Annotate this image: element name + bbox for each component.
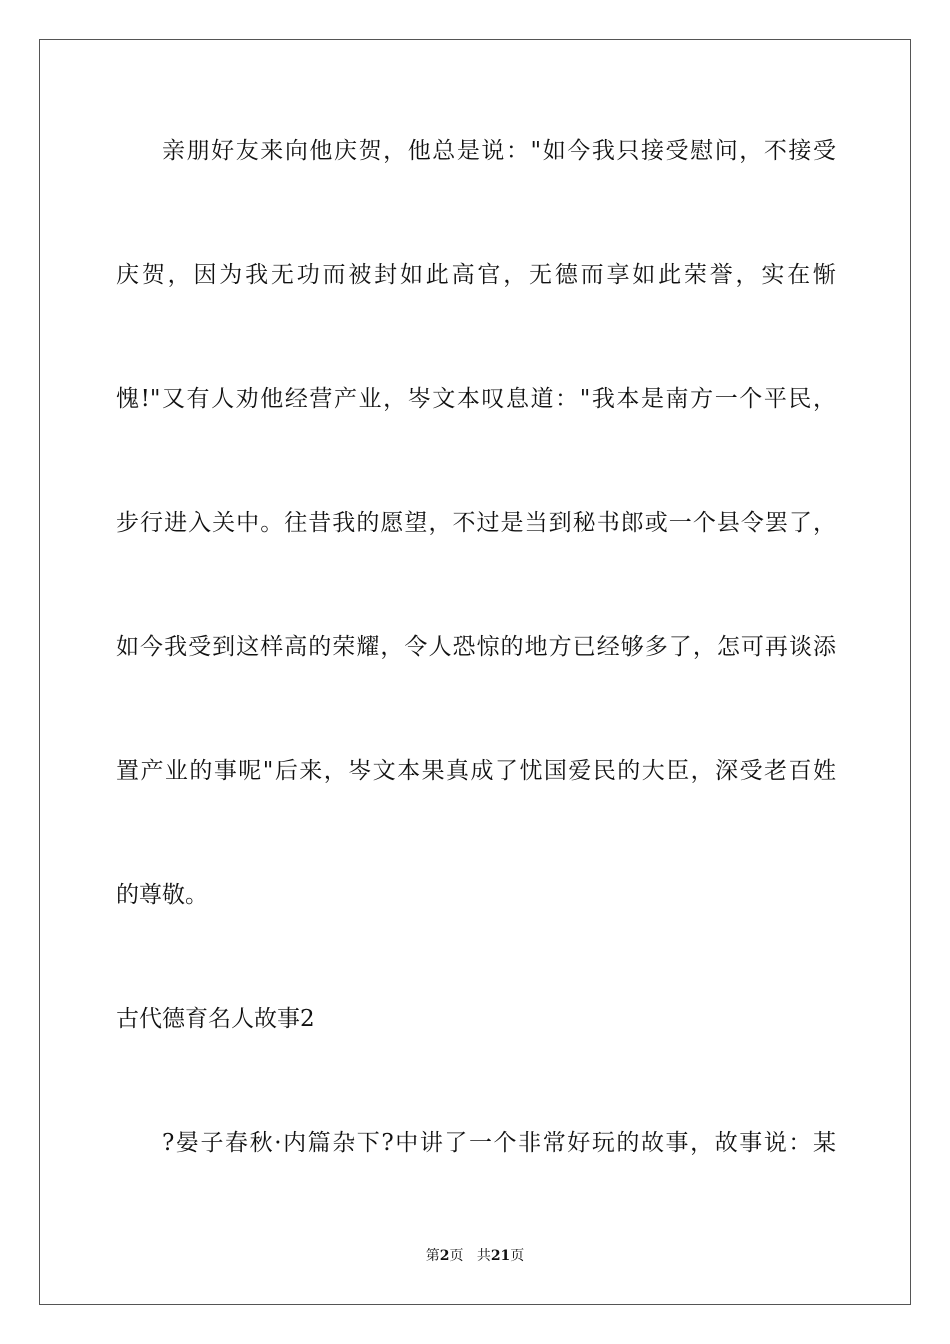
paragraph-line-2: 庆贺，因为我无功而被封如此高官，无德而享如此荣誉，实在惭 [116,262,836,288]
footer-total-pages: 21 [490,1248,511,1264]
footer-total-prefix: 共 [476,1248,491,1264]
page-footer [0,1247,950,1265]
paragraph-line-4: 步行进入关中。往昔我的愿望，不过是当到秘书郎或一个县令罢了， [116,510,836,536]
paragraph-line-6: 置产业的事呢"后来，岑文本果真成了忧国爱民的大臣，深受老百姓 [116,758,836,784]
paragraph-line-3: 愧!"又有人劝他经营产业，岑文本叹息道："我本是南方一个平民， [116,386,836,412]
footer-total-suffix: 页 [510,1248,525,1264]
paragraph-line-1: 亲朋好友来向他庆贺，他总是说："如今我只接受慰问，不接受 [162,138,836,164]
paragraph-line-5: 如今我受到这样高的荣耀，令人恐惊的地方已经够多了，怎可再谈添 [116,634,836,660]
footer-prefix: 第 [425,1248,440,1264]
footer-current-page: 2 [439,1248,450,1264]
paragraph-line-7: 的尊敬。 [116,882,208,908]
section-title: 古代德育名人故事2 [116,1006,315,1032]
page-frame [39,39,911,1305]
section-first-line: ?晏子春秋·内篇杂下?中讲了一个非常好玩的故事，故事说：某 [162,1130,836,1156]
footer-page-word: 页 [449,1248,464,1264]
